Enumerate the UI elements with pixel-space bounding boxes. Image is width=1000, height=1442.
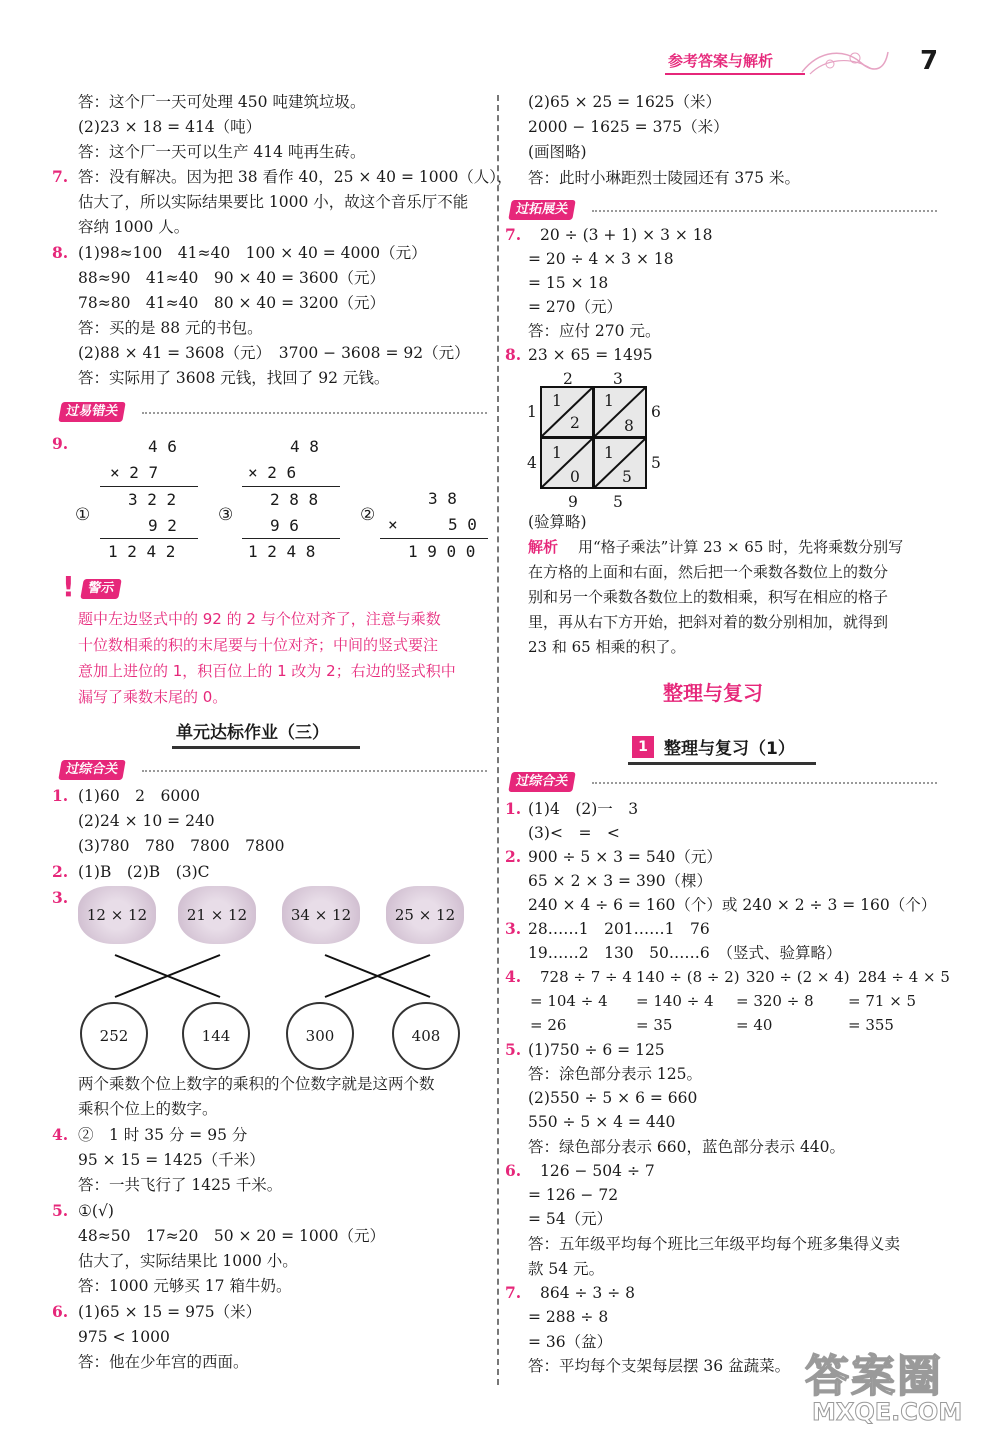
calc-multiplier: 5 0 [448,515,477,534]
answer-line: (1)65 × 15 = 975（米） [78,1303,262,1321]
question-number: 8. [52,243,69,262]
section-tag-extension: 过拓展关 [508,200,576,220]
calc-line: 140 ÷ (8 ÷ 2) [636,968,740,986]
watermark-url: MXQE.COM [812,1398,963,1426]
watermark-text: 答案圈 [805,1351,943,1402]
calc-mark: ② [360,505,376,525]
answer-line: 28……1 201……1 76 [528,920,710,938]
grid-cell-digit: 1 [552,444,562,462]
calc-line [100,538,198,539]
calc-multiplicand: 4 6 [148,437,177,456]
grid-cell-digit: 8 [624,417,634,435]
warning-label: 警示 [80,579,122,599]
calc-result: 1 9 0 0 [408,542,476,561]
butterfly-card: 12 × 12 [78,886,156,944]
grid-left-digit: 1 [527,403,537,421]
answer-line: 88≈90 41≈40 90 × 40 = 3600（元） [78,269,385,287]
calc-multiplier: × 2 6 [248,463,297,482]
analysis-text: 23 和 65 相乘的积了。 [528,638,686,656]
answer-line: ② 1 时 35 分 = 95 分 [78,1126,248,1144]
answer-line: 864 ÷ 3 ÷ 8 [540,1284,635,1302]
answer-line: (1)4 (2)一 3 [528,800,639,818]
calc-line [242,486,340,487]
grid-cell-digit: 2 [570,414,580,432]
question-number: 1. [52,786,69,805]
section-tag-comprehensive: 过综合关 [508,772,576,792]
column-divider [497,95,499,1385]
calc-multiplicand: 4 8 [290,437,319,456]
calc-result: 1 2 4 8 [248,542,316,561]
question-number: 4. [52,1125,69,1144]
review-title: 整理与复习 [663,681,763,705]
answer-line: 答：买的是 88 元的书包。 [78,319,263,337]
calc-multiplier-sign: × [388,515,398,534]
answer-line: 答：这个厂一天可以生产 414 吨再生砖。 [78,143,366,161]
question-number: 2. [52,862,69,881]
answer-line: 乘积个位上的数字。 [78,1100,218,1118]
question-number: 7. [505,1283,522,1302]
warning-icon: ! [62,570,75,603]
answer-line: 款 54 元。 [528,1260,605,1278]
calc-line: = 140 ÷ 4 [636,992,714,1010]
answer-line: 65 × 2 × 3 = 390（棵） [528,872,713,890]
grid-cell-digit: 1 [552,392,562,410]
answer-line: (1)60 2 6000 [78,787,200,805]
answer-line: = 270（元） [528,298,622,316]
answer-line: 19……2 130 50……6 （竖式、验算略） [528,944,842,962]
question-number: 6. [52,1302,69,1321]
grid-cell-digit: 5 [622,468,632,486]
page-number: 7 [920,46,939,76]
answer-line: 48≈50 17≈20 50 × 20 = 1000（元） [78,1227,385,1245]
calc-partial: 9 2 [148,516,177,535]
answer-line: 答：他在少年宫的西面。 [78,1353,249,1371]
calc-line: 320 ÷ (2 × 4) [746,968,850,986]
question-number: 7. [505,225,522,244]
dotted-rule [142,412,487,414]
unit-title-underline [172,746,360,749]
analysis-text: 用“格子乘法”计算 23 × 65 时，先将乘数分别写 [578,538,904,556]
question-number: 4. [505,967,522,986]
answer-line: 126 − 504 ÷ 7 [540,1162,655,1180]
answer-line: 900 ÷ 5 × 3 = 540（元） [528,848,722,866]
dotted-rule [592,210,937,212]
answer-line: 95 × 15 = 1425（千米） [78,1151,265,1169]
answer-line: 78≈80 41≈40 80 × 40 = 3200（元） [78,294,385,312]
review-subtitle: 整理与复习（1） [664,739,795,759]
answer-line: 240 × 4 ÷ 6 = 160（个）或 240 × 2 ÷ 3 = 160（个） [528,896,937,914]
answer-line: (验算略) [528,513,587,531]
calc-line [100,486,198,487]
warning-text: 题中左边竖式中的 92 的 2 与个位对齐了，注意与乘数 [78,610,441,628]
grid-left-digit: 4 [527,454,537,472]
answer-line: 答：这个厂一天可处理 450 吨建筑垃圾。 [78,93,366,111]
review-subtitle-underline [628,762,816,765]
calc-partial: 2 8 8 [270,490,319,509]
review-sub-number: 1 [632,736,654,758]
answer-line: 答：实际用了 3608 元钱，找回了 92 元钱。 [78,369,390,387]
question-number: 7. [52,167,69,186]
grid-right-digit: 5 [651,454,661,472]
grid-cell-digit: 1 [604,444,614,462]
question-number: 1. [505,799,522,818]
butterfly-card: 34 × 12 [282,886,360,944]
calc-multiplicand: 3 8 [428,489,457,508]
answer-line: 答：没有解决。因为把 38 看作 40，25 × 40 = 1000（人）， [78,168,513,186]
answer-line: = 20 ÷ 4 × 3 × 18 [528,250,674,268]
warning-text: 漏写了乘数末尾的 0。 [78,688,228,706]
header-title: 参考答案与解析 [668,52,774,70]
calc-line [242,538,340,539]
calc-line: = 104 ÷ 4 [530,992,608,1010]
question-number: 9. [52,434,69,453]
answer-line: ①(√) [78,1202,114,1220]
question-number: 3. [52,888,69,907]
calc-result: 1 2 4 2 [108,542,176,561]
answer-line: 两个乘数个位上数字的乘积的个位数字就是这两个数 [78,1075,435,1093]
calc-line: = 71 × 5 [848,992,917,1010]
answer-line: 答：此时小琳距烈士陵园还有 375 米。 [528,169,800,187]
unit-title: 单元达标作业（三） [176,723,329,743]
answer-line: 估大了，所以实际结果要比 1000 小，故这个音乐厅不能 [78,193,469,211]
question-number: 6. [505,1161,522,1180]
answer-line: = 288 ÷ 8 [528,1308,609,1326]
warning-text: 意加上进位的 1，积百位上的 1 改为 2；右边的竖式积中 [78,662,456,680]
flower-card: 144 [182,1002,250,1070]
flower-card: 408 [392,1002,460,1070]
grid-top-digit: 2 [563,370,573,388]
answer-line: (3)< = < [528,824,620,842]
answer-line: (画图略) [528,143,587,161]
flower-card: 300 [286,1002,354,1070]
answer-line: (1)B (2)B (3)C [78,863,210,881]
butterfly-card: 25 × 12 [386,886,464,944]
grid-top-digit: 3 [613,370,623,388]
calc-mark: ③ [218,505,234,525]
section-tag-comprehensive: 过综合关 [58,760,126,780]
question-number: 8. [505,345,522,364]
answer-line: (2)24 × 10 = 240 [78,812,215,830]
butterfly-card: 21 × 12 [178,886,256,944]
calc-line: = 355 [848,1016,894,1034]
answer-line: = 126 − 72 [528,1186,619,1204]
grid-bottom-digit: 5 [613,493,623,511]
question-number: 5. [505,1040,522,1059]
analysis-text: 别和另一个乘数各数位上的数相乘，积写在相应的格子 [528,588,889,606]
answer-line: 容纳 1000 人。 [78,218,190,236]
answer-line: (2)23 × 18 = 414（吨） [78,118,262,136]
analysis-text: 在方格的上面和右面，然后把一个乘数各数位上的数分 [528,563,889,581]
warning-text: 十位数相乘的积的末尾要与十位对齐；中间的竖式要注 [78,636,439,654]
calc-line: 728 ÷ 7 ÷ 4 [540,968,632,986]
calc-mark: ① [75,505,91,525]
calc-partial: 3 2 2 [128,490,177,509]
calc-multiplier: × 2 7 [110,463,159,482]
question-number: 5. [52,1201,69,1220]
calc-line [380,538,488,539]
grid-cell-digit: 0 [570,468,580,486]
grid-right-digit: 6 [651,403,661,421]
calc-line: = 35 [636,1016,673,1034]
analysis-label: 解析 [528,538,559,556]
answer-line: 答：涂色部分表示 125。 [528,1065,703,1083]
answer-line: = 54（元） [528,1210,613,1228]
calc-line: = 40 [736,1016,773,1034]
calc-line: 284 ÷ 4 × 5 [858,968,950,986]
analysis-text: 里，再从右下方开始，把斜对着的数分别相加，就得到 [528,613,889,631]
answer-line: = 36（盆） [528,1333,613,1351]
question-number: 2. [505,847,522,866]
answer-line: (2)550 ÷ 5 × 6 = 660 [528,1089,698,1107]
answer-line: 答：一共飞行了 1425 千米。 [78,1176,283,1194]
answer-line: (1)750 ÷ 6 = 125 [528,1041,665,1059]
answer-line: 答：1000 元够买 17 箱牛奶。 [78,1277,292,1295]
answer-line: 2000 − 1625 = 375（米） [528,118,729,136]
answer-line: 答：绿色部分表示 660，蓝色部分表示 440。 [528,1138,846,1156]
flower-card: 252 [80,1002,148,1070]
answer-line: 23 × 65 = 1495 [528,346,653,364]
answer-line: (2)88 × 41 = 3608（元） 3700 − 3608 = 92（元） [78,344,470,362]
answer-line: 估大了，实际结果比 1000 小。 [78,1252,298,1270]
answer-line: = 15 × 18 [528,274,609,292]
calc-line: = 320 ÷ 8 [736,992,814,1010]
header-rule [665,73,805,75]
answer-line: (3)780 780 7800 7800 [78,837,285,855]
grid-bottom-digit: 9 [568,493,578,511]
calc-line: = 26 [530,1016,567,1034]
dotted-rule [142,770,487,772]
grid-cell-digit: 1 [604,392,614,410]
answer-line: 答：五年级平均每个班比三年级平均每个班多集得义卖 [528,1235,901,1253]
answer-line: (1)98≈100 41≈40 100 × 40 = 4000（元） [78,244,427,262]
answer-line: 20 ÷ (3 + 1) × 3 × 18 [540,226,713,244]
answer-line: 答：平均每个支架每层摆 36 盆蔬菜。 [528,1357,791,1375]
answer-line: 答：应付 270 元。 [528,322,661,340]
question-number: 3. [505,919,522,938]
dotted-rule [592,782,937,784]
section-tag-easy-errors: 过易错关 [58,402,126,422]
calc-partial: 9 6 [270,516,299,535]
answer-line: (2)65 × 25 = 1625（米） [528,93,722,111]
swirl-decoration-icon [800,44,890,78]
answer-line: 975 < 1000 [78,1328,170,1346]
answer-line: 550 ÷ 5 × 4 = 440 [528,1113,676,1131]
matching-lines [70,945,490,1005]
